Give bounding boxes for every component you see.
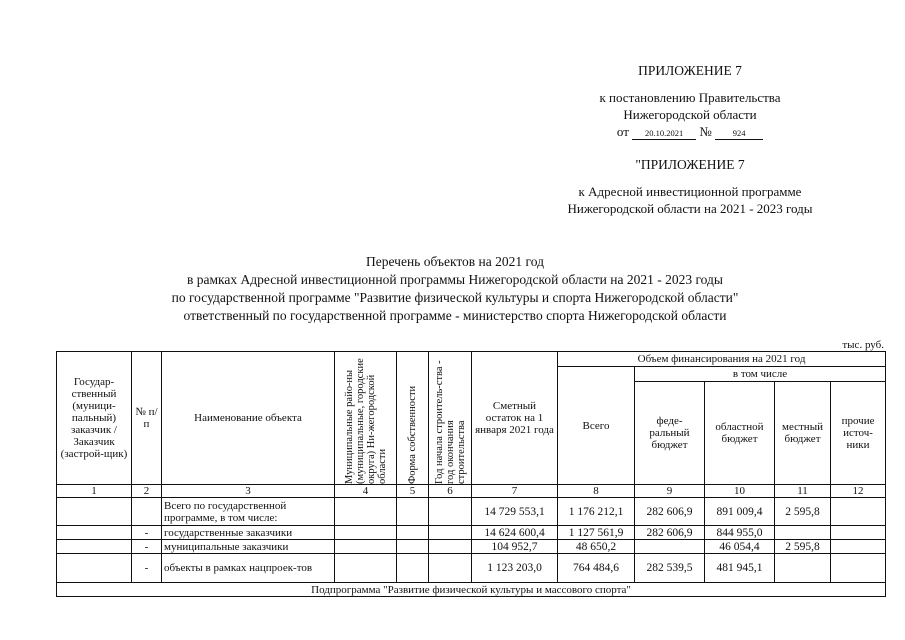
row-balance: 104 952,7 (472, 540, 558, 554)
col-including: в том числе (635, 367, 886, 382)
col-local: местный бюджет (775, 382, 831, 485)
col-number: 4 (335, 485, 397, 498)
decree-date-line (560, 123, 820, 140)
row-other (831, 526, 886, 540)
decree-number-label: № (699, 124, 712, 139)
row-num: - (132, 526, 162, 540)
row-local: 2 595,8 (775, 540, 831, 554)
decree-date: 20.10.2021 (632, 127, 696, 140)
col-number: 12 (831, 485, 886, 498)
row-total: 1 176 212,1 (558, 498, 635, 526)
decree-reference (560, 89, 820, 140)
heading-line-1: Перечень объектов на 2021 год (366, 254, 544, 269)
col-regional: областной бюджет (705, 382, 775, 485)
col-number: 9 (635, 485, 705, 498)
objects-table (56, 351, 886, 597)
col-number: 10 (705, 485, 775, 498)
program-line-1: к Адресной инвестиционной программе (578, 184, 802, 199)
decree-line-1: к постановлению Правительства (599, 90, 781, 105)
col-years (429, 352, 472, 485)
row-regional: 891 009,4 (705, 498, 775, 526)
row-local (775, 554, 831, 583)
program-reference (520, 183, 860, 217)
row-balance: 1 123 203,0 (472, 554, 558, 583)
units-label: тыс. руб. (842, 339, 884, 351)
col-financing: Объем финансирования на 2021 год (558, 352, 886, 367)
row-regional: 481 945,1 (705, 554, 775, 583)
col-total: Всего (558, 367, 635, 485)
row-num: - (132, 554, 162, 583)
decree-line-2: Нижегородской области (623, 107, 757, 122)
row-regional: 844 955,0 (705, 526, 775, 540)
col-ownership-text: Форма собственности (407, 385, 418, 484)
row-other (831, 498, 886, 526)
heading-line-2: в рамках Адресной инвестиционной программы Нижегородской области на 2021 - 2023 годы (187, 272, 723, 287)
decree-from-label: от (616, 124, 629, 139)
row-federal (635, 540, 705, 554)
row-local: 2 595,8 (775, 498, 831, 526)
program-line-2: Нижегородской области на 2021 - 2023 годы (567, 201, 813, 216)
col-number: 7 (472, 485, 558, 498)
table-row (57, 540, 886, 554)
heading-line-3: по государственной программе "Развитие физической культуры и спорта Нижегородской области" (171, 290, 739, 305)
table-row-total (57, 498, 886, 526)
appendix-title-quoted: "ПРИЛОЖЕНИЕ 7 (635, 157, 745, 172)
table-row (57, 526, 886, 540)
subprogram-title: Подпрограмма "Развитие физической культуры и массового спорта" (57, 583, 886, 597)
col-ownership (397, 352, 429, 485)
heading-line-4: ответственный по государственной программе - министерство спорта Нижегородской области (183, 308, 727, 323)
row-name: муниципальные заказчики (162, 540, 335, 554)
col-num: № п/п (132, 352, 162, 485)
row-federal: 282 539,5 (635, 554, 705, 583)
col-number: 6 (429, 485, 472, 498)
col-number: 1 (57, 485, 132, 498)
document-heading (40, 253, 870, 325)
row-name: Всего по государственной программе, в том числе: (162, 498, 335, 526)
col-number: 8 (558, 485, 635, 498)
col-municipality (335, 352, 397, 485)
col-number: 5 (397, 485, 429, 498)
table-row (57, 554, 886, 583)
row-federal: 282 606,9 (635, 526, 705, 540)
row-other (831, 540, 886, 554)
col-name: Наименование объекта (162, 352, 335, 485)
col-number: 3 (162, 485, 335, 498)
subprogram-row (57, 583, 886, 597)
decree-number: 924 (715, 127, 763, 140)
appendix-title: ПРИЛОЖЕНИЕ 7 (638, 63, 742, 78)
row-total: 48 650,2 (558, 540, 635, 554)
row-local (775, 526, 831, 540)
row-total: 764 484,6 (558, 554, 635, 583)
row-balance: 14 624 600,4 (472, 526, 558, 540)
col-years-text: Год начала строитель-ства - год окончания строительства (433, 360, 467, 484)
col-customer: Государ-ственный (муници-пальный) заказчик / Заказчик (застрой-щик) (57, 352, 132, 485)
col-other: прочие источ-ники (831, 382, 886, 485)
row-balance: 14 729 553,1 (472, 498, 558, 526)
col-balance: Сметный остаток на 1 января 2021 года (472, 352, 558, 485)
row-federal: 282 606,9 (635, 498, 705, 526)
row-other (831, 554, 886, 583)
row-num (132, 498, 162, 526)
col-number: 2 (132, 485, 162, 498)
row-total: 1 127 561,9 (558, 526, 635, 540)
col-number: 11 (775, 485, 831, 498)
row-regional: 46 054,4 (705, 540, 775, 554)
col-municipality-text: Муниципальные райо-ны (муниципальные, городские округа) Ни-жегородской области (343, 358, 388, 484)
row-name: государственные заказчики (162, 526, 335, 540)
row-num: - (132, 540, 162, 554)
column-numbers-row (57, 485, 886, 498)
row-name: объекты в рамках нацпроек-тов (162, 554, 335, 583)
col-federal: феде-ральный бюджет (635, 382, 705, 485)
